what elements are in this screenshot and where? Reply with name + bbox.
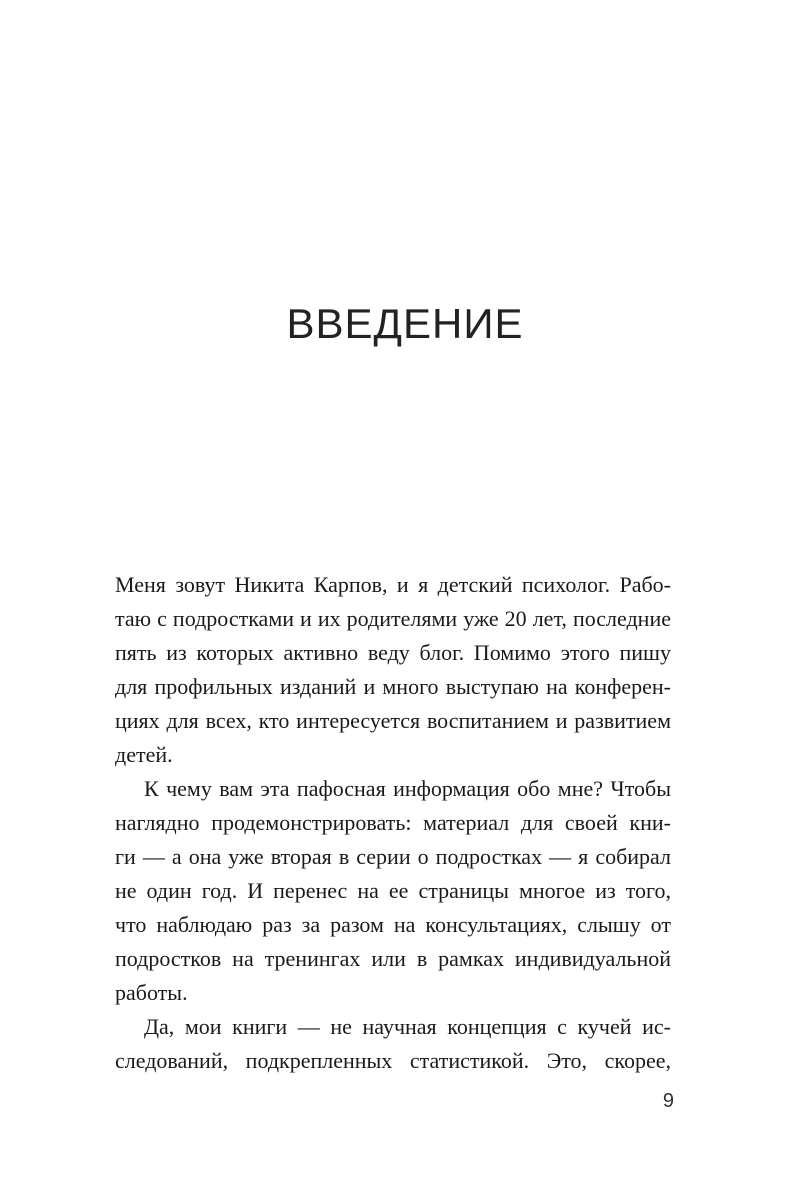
text-line: что наблюдаю раз за разом на консультациях, слышу от	[115, 912, 671, 937]
page-number: 9	[662, 1090, 674, 1112]
body-text	[115, 568, 671, 1078]
text-line: пять из которых активно веду блог. Помимо этого пишу	[115, 640, 671, 665]
text-line: Меня зовут Никита Карпов, и я детский психолог. Рабо-	[115, 572, 671, 597]
text-line: подростков на тренингах или в рамках индивидуальной	[115, 946, 671, 971]
text-line: детей.	[115, 742, 173, 767]
text-line: наглядно продемонстрировать: материал для своей кни-	[115, 810, 671, 835]
text-line: для профильных изданий и много выступаю на конферен-	[115, 674, 671, 699]
text-line: К чему вам эта пафосная информация обо мне? Чтобы	[144, 776, 671, 801]
text-line: циях для всех, кто интересуется воспитанием и развитием	[115, 708, 671, 733]
text-line: следований, подкрепленных статистикой. Это, скорее,	[115, 1048, 671, 1073]
text-line: работы.	[115, 980, 188, 1005]
chapter-title: ВВЕДЕНИЕ	[286, 300, 524, 347]
text-line: не один год. И перенес на ее страницы многое из того,	[115, 878, 671, 903]
text-line: Да, мои книги — не научная концепция с кучей ис-	[144, 1014, 671, 1039]
text-line: ги — а она уже вторая в серии о подростках — я собирал	[115, 844, 671, 869]
text-line: таю с подростками и их родителями уже 20 лет, последние	[115, 606, 671, 631]
